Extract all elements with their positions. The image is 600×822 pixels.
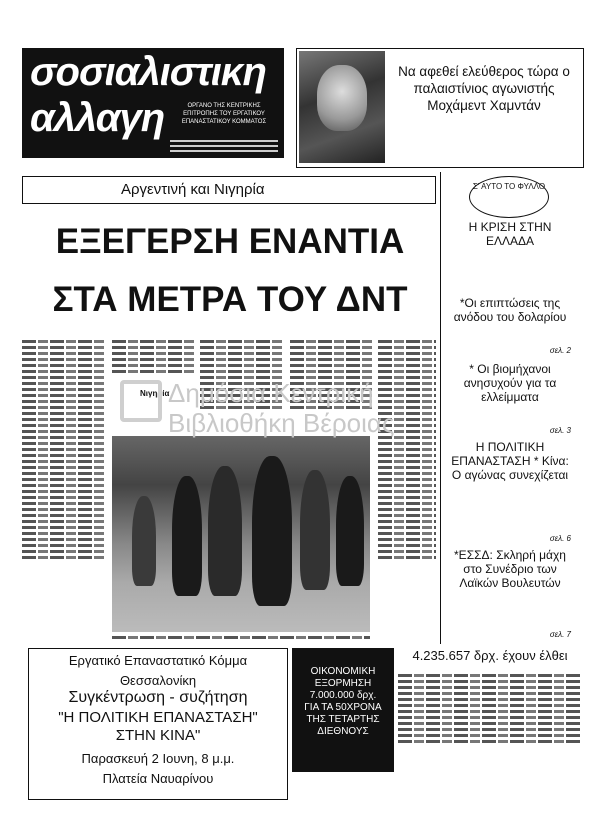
watermark-line1: Δημόσια Κεντρική — [168, 378, 374, 408]
main-headline-line1: ΕΞΕΓΕΡΣΗ ΕΝΑΝΤΙΑ — [55, 222, 405, 261]
contents-item-china: Η ΠΟΛΙΤΙΚΗ ΕΠΑΝΑΣΤΑΣΗ * Κίνα: Ο αγώνας συνεχίζεται — [451, 440, 569, 482]
kicker-text: Αργεντινή και Νιγηρία — [121, 181, 265, 198]
ad-party: Εργατικό Επαναστατικό Κόμμα — [68, 653, 248, 668]
fund-amount: 4.235.657 δρχ. έχουν έλθει — [412, 648, 568, 663]
top-story-headline: Να αφεθεί ελεύθερος τώρα ο παλαιστίνιος αγωνιστής Μοχάμεντ Χαμντάν — [398, 64, 570, 113]
kicker-box — [22, 176, 436, 204]
ad-city: Θεσσαλονίκη — [119, 673, 197, 688]
contents-item-industrialists: * Οι βιομήχανοι ανησυχούν για τα ελλείμματα — [463, 362, 557, 404]
ad-date: Παρασκευή 2 Ιουνη, 8 μ.μ. — [81, 751, 235, 766]
contents-item-ussr: *ΕΣΣΔ: Σκληρή μάχη στο Συνέδριο των Λαϊκών Βουλευτών — [454, 548, 566, 590]
watermark-line2: Βιβλιοθήκη Βέροιας — [168, 408, 395, 438]
masthead — [22, 48, 284, 158]
library-watermark — [168, 378, 468, 438]
fund-line4: ΓΙΑ ΤΑ 50ΧΡΟΝΑ — [304, 702, 382, 713]
subhead-nigeria: Νιγηρία — [140, 389, 170, 398]
ad-event: Συγκέντρωση - συζήτηση — [68, 689, 248, 706]
ad-topic-line1: "Η ΠΟΛΙΤΙΚΗ ΕΠΑΝΑΣΤΑΣΗ" — [58, 709, 258, 726]
fund-line6: ΔΙΕΘΝΟΥΣ — [317, 726, 369, 737]
masthead-org: ΟΡΓΑΝΟ ΤΗΣ ΚΕΝΤΡΙΚΗΣ ΕΠΙΤΡΟΠΗΣ ΤΟΥ ΕΡΓΑΤΙΚΟΥ ΕΠΑΝΑΣΤΑΤΙΚΟΥ ΚΟΜΜΑΤΟΣ — [181, 103, 267, 125]
fund-box — [292, 648, 394, 772]
fund-text — [398, 672, 582, 746]
riot-photo-caption — [112, 634, 370, 642]
fund-line1: ΟΙΚΟΝΟΜΙΚΗ — [310, 666, 376, 677]
library-logo — [120, 380, 162, 422]
main-headline-line2: ΣΤΑ ΜΕΤΡΑ ΤΟΥ ΔΝΤ — [52, 280, 408, 319]
contents-page-6: σελ. 6 — [549, 534, 571, 543]
portrait-photo — [299, 51, 385, 163]
top-story-box — [296, 48, 584, 168]
event-ad — [28, 648, 288, 800]
masthead-title-line2: αλλαγη — [30, 96, 165, 140]
masthead-title-line1: σοσιαλιστικη — [30, 50, 266, 94]
article-column-1 — [22, 338, 106, 640]
fund-line5: ΤΗΣ ΤΕΤΑΡΤΗΣ — [306, 714, 380, 725]
riot-photo — [112, 436, 370, 632]
masthead-meta-lines — [170, 138, 278, 155]
contents-page-3: σελ. 3 — [549, 426, 571, 435]
contents-page-2: σελ. 2 — [549, 346, 571, 355]
fund-line2: ΕΞΟΡΜΗΣΗ — [314, 678, 372, 689]
ad-topic-line2: ΣΤΗΝ ΚΙΝΑ" — [115, 727, 201, 744]
contents-bubble: Σ' ΑΥΤΟ ΤΟ ΦΥΛΛΟ — [469, 176, 549, 218]
ad-place: Πλατεία Ναυαρίνου — [102, 771, 214, 786]
contents-item-crisis: Η ΚΡΙΣΗ ΣΤΗΝ ΕΛΛΑΔΑ — [468, 220, 552, 248]
contents-page-7: σελ. 7 — [549, 630, 571, 639]
contents-item-dollar: *Οι επιπτώσεις της ανόδου του δολαρίου — [453, 296, 567, 324]
fund-line3: 7.000.000 δρχ. — [309, 690, 377, 701]
